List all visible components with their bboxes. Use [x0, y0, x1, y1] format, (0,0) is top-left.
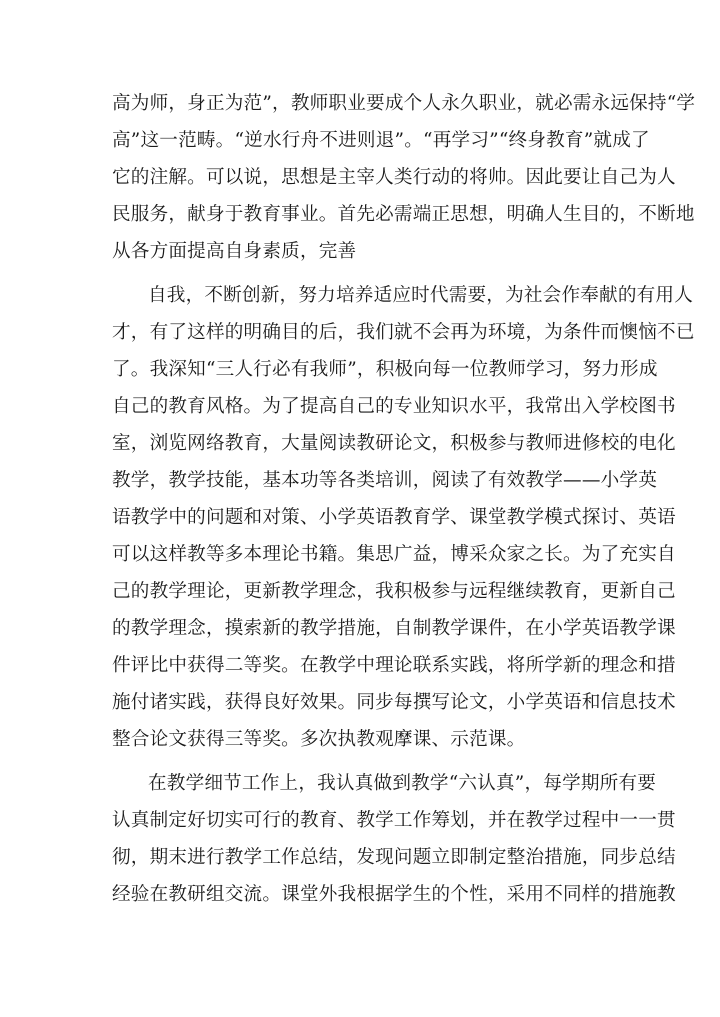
text-line: 经验在教研组交流。课堂外我根据学生的个性，采用不同样的措施教: [112, 884, 676, 905]
text-line: 彻，期末进行教学工作总结，发现问题立即制定整治措施，同步总结: [112, 847, 676, 868]
text-line: 件评比中获得二等奖。在教学中理论联系实践，将所学新的理念和措: [112, 655, 676, 676]
text-line: 认真制定好切实可行的教育、教学工作筹划，并在教学过程中一一贯: [112, 810, 676, 831]
text-line: 可以这样教等多本理论书籍。集思广益，博采众家之长。为了充实自: [112, 544, 676, 565]
paragraph-first-line: 自我，不断创新，努力培养适应时代需要，为社会作奉献的有用人: [148, 285, 694, 306]
text-line: 才，有了这样的明确目的后，我们就不会再为环境，为条件而懊恼不已: [112, 322, 695, 343]
text-line: 民服务，献身于教育事业。首先必需端正思想，明确人生目的，不断地: [112, 204, 695, 225]
text-line: 己的教学理论，更新教学理念，我积极参与远程继续教育，更新自己: [112, 581, 676, 602]
text-line: 高”这一范畴。“逆水行舟不进则退”。“再学习”“终身教育”就成了: [112, 130, 650, 151]
text-line: 它的注解。可以说，思想是主宰人类行动的将帅。因此要让自己为人: [112, 167, 676, 188]
text-line: 室，浏览网络教育，大量阅读教研论文，积极参与教师进修校的电化: [112, 433, 676, 454]
text-line: 高为师，身正为范”，教师职业要成个人永久职业，就必需永远保持“学: [112, 93, 696, 114]
text-line: 教学，教学技能，基本功等各类培训，阅读了有效教学——小学英: [112, 470, 658, 491]
text-line: 的教学理念，摸索新的教学措施，自制教学课件，在小学英语教学课: [112, 618, 676, 639]
text-line: 自己的教育风格。为了提高自己的专业知识水平，我常出入学校图书: [112, 396, 676, 417]
text-line: 整合论文获得三等奖。多次执教观摩课、示范课。: [112, 729, 526, 750]
text-line: 了。我深知“三人行必有我师”，积极向每一位教师学习，努力形成: [112, 359, 658, 380]
text-line: 施付诸实践，获得良好效果。同步每撰写论文，小学英语和信息技术: [112, 692, 676, 713]
paragraph-first-line: 在教学细节工作上，我认真做到教学“六认真”，每学期所有要: [148, 773, 657, 794]
text-line: 语教学中的问题和对策、小学英语教育学、课堂教学模式探讨、英语: [112, 507, 676, 528]
text-line: 从各方面提高自身素质，完善: [112, 241, 357, 262]
